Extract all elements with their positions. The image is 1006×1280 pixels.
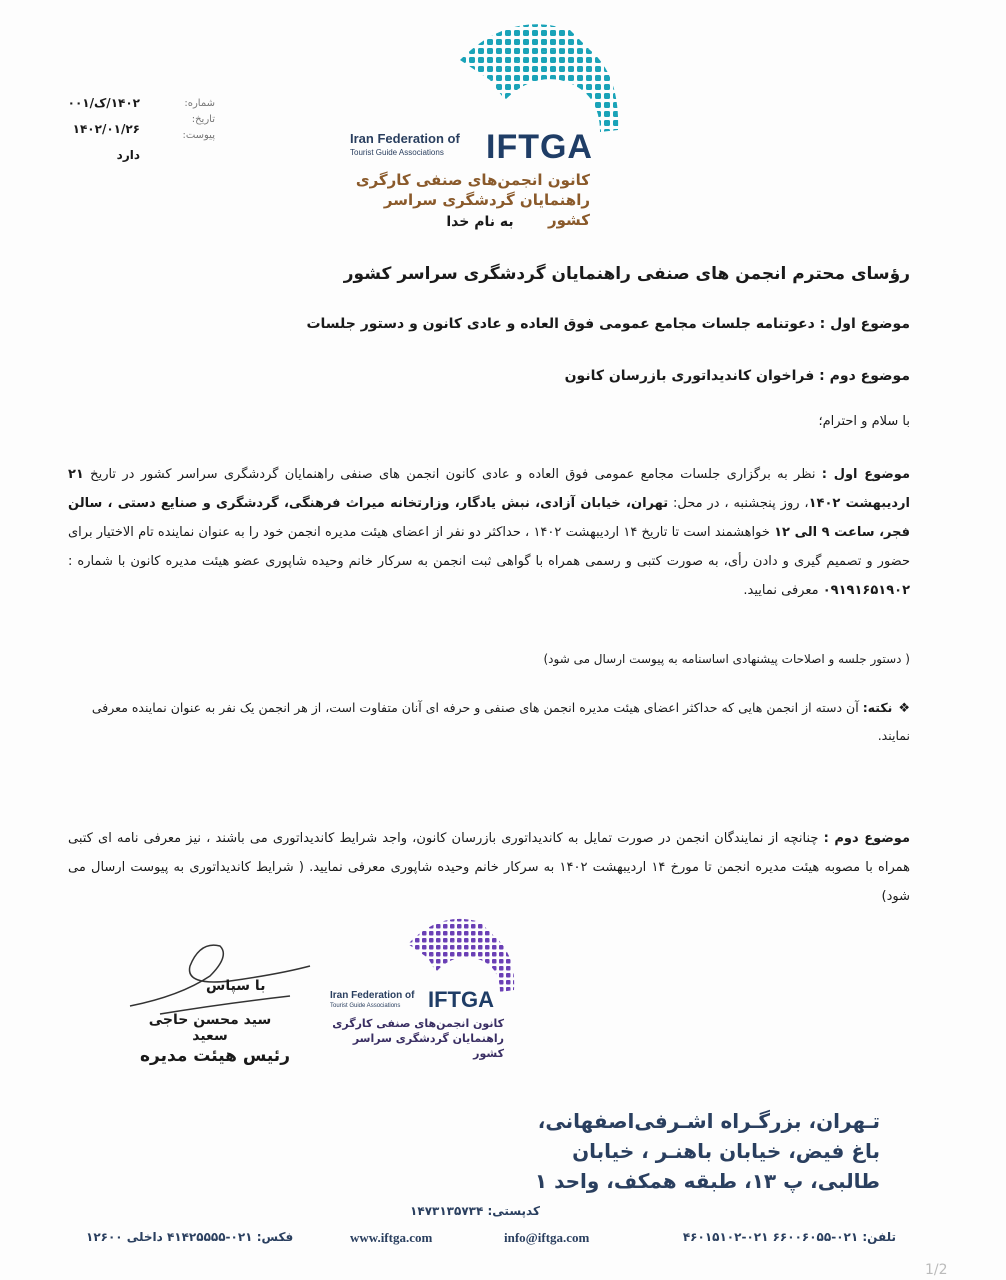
email-link[interactable]: info@iftga.com: [504, 1230, 590, 1245]
signatory-name: سید محسن حاجی سعید: [148, 1012, 272, 1044]
letter-date: ۱۴۰۲/۰۱/۲۶: [72, 122, 140, 136]
stamp-persian-name: کانون انجمن‌های صنفی کارگری راهنمایان گردشگری سراسر کشور: [332, 1017, 504, 1060]
paragraph-two: موضوع دوم : چنانچه از نمایندگان انجمن در صورت تمایل به کاندیداتوری بازرسان کانون، واجد شرایط کاندیداتوری می باشند ، نیز معرفی نامه ای کتبی همراه با مصوبه هیئت مدیره انجمن تا مورخ ۱۴ اردیبهشت ۱۴۰۲ به سرکار خانم وحیده شاپوری معرفی نمایید. ( شرایط کاندیداتوری به پیوست ارسال می شود): [68, 831, 910, 904]
number-label: شماره:: [184, 98, 215, 109]
recipient-heading: رؤسای محترم انجمن های صنفی راهنمایان گردشگری سراسر کشور: [343, 264, 910, 284]
website-link[interactable]: www.iftga.com: [350, 1230, 433, 1245]
fax-number: فکس: ۰۲۱-۴۱۴۲۵۵۵۵ داخلی ۱۲۶۰۰: [86, 1230, 294, 1244]
greeting: با سلام و احترام؛: [818, 414, 910, 429]
diamond-bullet-icon: ❖: [898, 701, 910, 716]
date-label: تاریخ:: [191, 114, 215, 125]
logo-english-name: Iran Federation of Tourist Guide Associations: [350, 131, 460, 157]
note-bullet: ❖نکته: آن دسته از انجمن هایی که حداکثر اعضای هیئت مدیره انجمن های صنفی و حرفه ای آنان متفاوت است، از هر انجمن یک نفر به عنوان نماینده معرفی نمایند.: [91, 700, 910, 743]
logo-acronym: IFTGA: [486, 128, 593, 166]
iftga-stamp-logo: [320, 916, 530, 1060]
phone-numbers: تلفن: ۰۲۱-۶۶۰۰۶۰۵۵ ۰۲۱-۴۶۰۱۵۱۰۲: [682, 1230, 896, 1244]
subject-one: موضوع اول : دعوتنامه جلسات مجامع عمومی فوق العاده و عادی کانون و دستور جلسات: [306, 316, 910, 332]
iftga-stamp-mark-icon: [400, 916, 520, 996]
signatory-title: رئیس هیئت مدیره: [140, 1046, 290, 1066]
stamp-acronym: IFTGA: [428, 987, 494, 1012]
signature-thanks: با سپاس: [206, 978, 266, 994]
subject-two: موضوع دوم : فراخوان کاندیداتوری بازرسان کانون: [564, 368, 910, 384]
attachment-label: پیوست:: [182, 130, 215, 141]
bismillah: به نام خدا: [446, 214, 514, 230]
footer-contacts: [86, 1230, 896, 1252]
iftga-mark-icon: [450, 20, 630, 140]
paragraph-one: موضوع اول : نظر به برگزاری جلسات مجامع عمومی فوق العاده و عادی کانون انجمن های صنفی راهنمایان گردشگری سراسر کشور در تاریخ ۲۱ اردیبهشت ۱۴۰۲، روز پنجشنبه ، در محل: تهران، خیابان آزادی، نبش یادگار، وزارتخانه میراث فرهنگی، گردشگری و صنایع دستی ، سالن فجر، ساعت ۹ الی ۱۲ خواهشمند است تا تاریخ ۱۴ اردیبهشت ۱۴۰۲ ، حداکثر دو نفر از اعضای هیئت مدیره انجمن خود را به عنوان نماینده تام الاختیار برای حضور و تصمیم گیری و دادن رأی، به صورت کتبی و رسمی همراه با گواهی ثبت انجمن به سرکار خانم وحیده شاپوری عضو هیئت مدیره کانون با شماره : ۰۹۱۹۱۶۵۱۹۰۲ معرفی نمایید.: [68, 467, 911, 598]
letter-number: ۱۴۰۲/ک/۰۰۱: [67, 96, 140, 110]
agenda-note: ( دستور جلسه و اصلاحات پیشنهادی اساسنامه به پیوست ارسال می شود): [543, 652, 910, 666]
signature-block: [120, 936, 340, 1086]
stamp-english-name: Iran Federation of Tourist Guide Associations: [330, 990, 415, 1009]
letter-meta-values: [40, 90, 140, 168]
page-number: 1/2: [925, 1262, 948, 1278]
letter-attachment: دارد: [116, 148, 140, 162]
logo-persian-name: کانون انجمن‌های صنفی کارگری راهنمایان گردشگری سراسر کشور: [355, 171, 590, 229]
footer-address: تـهران، بزرگـراه اشـرفی‌اصفهانی، باغ فیض، خیابان باهنـر ، خیابان طالبی، پ ۱۳، طبقه همکف، واحد ۱: [534, 1109, 880, 1193]
letter-meta-labels: [165, 96, 215, 144]
postal-code: کدپستی: ۱۴۷۳۱۳۵۷۳۴: [410, 1204, 540, 1218]
